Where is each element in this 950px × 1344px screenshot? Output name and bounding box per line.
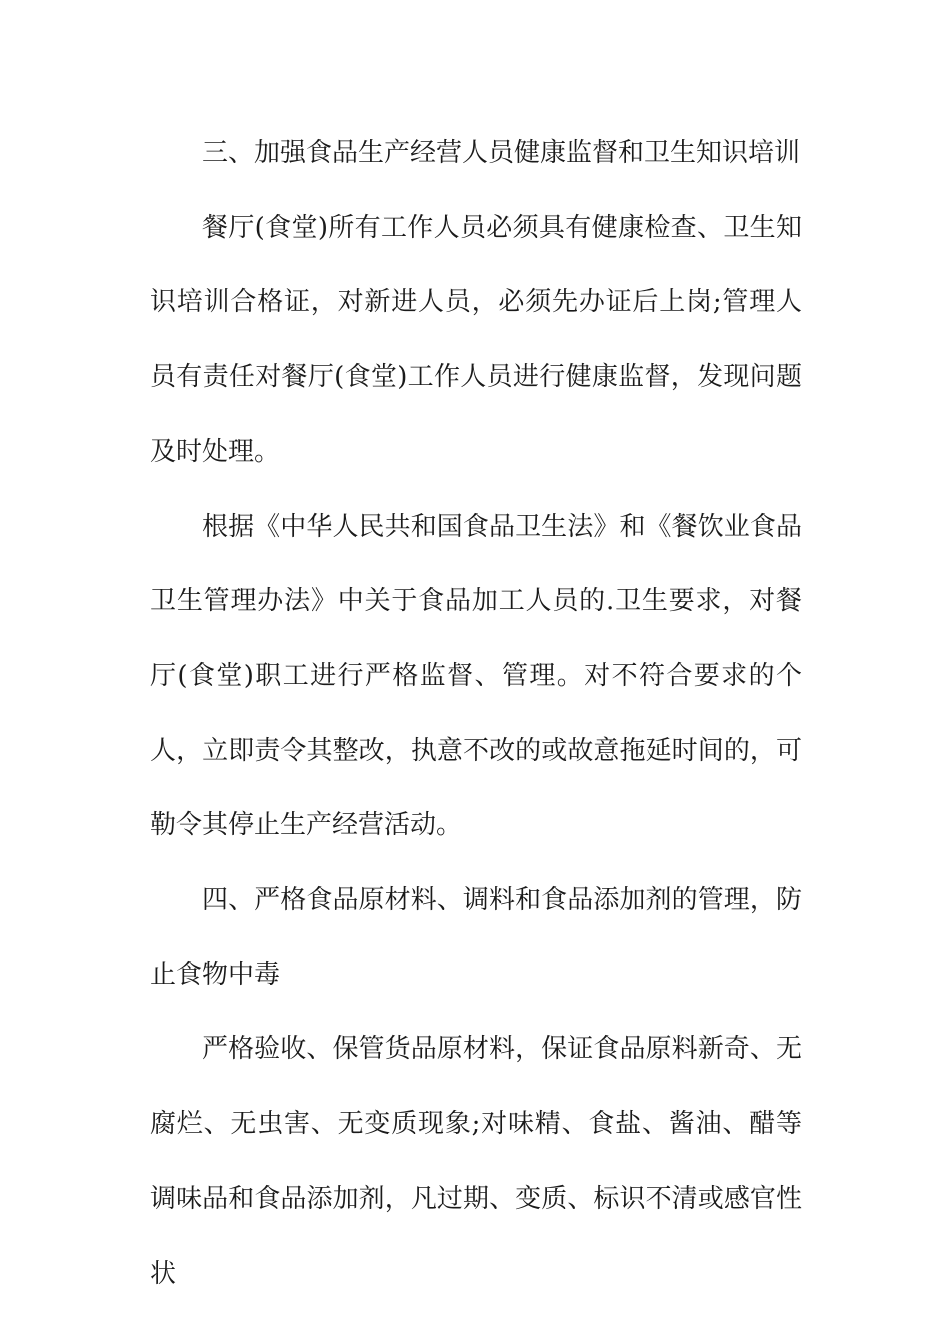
paragraph-raw-materials: 严格验收、保管货品原材料，保证食品原料新奇、无腐烂、无虫害、无变质现象;对味精、食盐、酱油、醋等调味品和食品添加剂，凡过期、变质、标识不清或感官性状 [150,1034,802,1289]
paragraph-health-certificates: 餐厅(食堂)所有工作人员必须具有健康检查、卫生知识培训合格证，对新进人员，必须先办证后上岗;管理人员有责任对餐厅(食堂)工作人员进行健康监督，发现问题及时处理。 [150,212,802,467]
document-body [150,116,802,1311]
paragraph-food-hygiene-law: 根据《中华人民共和国食品卫生法》和《餐饮业食品卫生管理办法》中关于食品加工人员的.卫生要求，对餐厅(食堂)职工进行严格监督、管理。对不符合要求的个人，立即责令其整改，执意不改的或故意拖延时间的，可勒令其停止生产经营活动。 [150,511,802,841]
section-heading-three: 三、加强食品生产经营人员健康监督和卫生知识培训 [202,138,801,168]
section-heading-four: 四、严格食品原材料、调料和食品添加剂的管理，防止食物中毒 [150,885,802,990]
